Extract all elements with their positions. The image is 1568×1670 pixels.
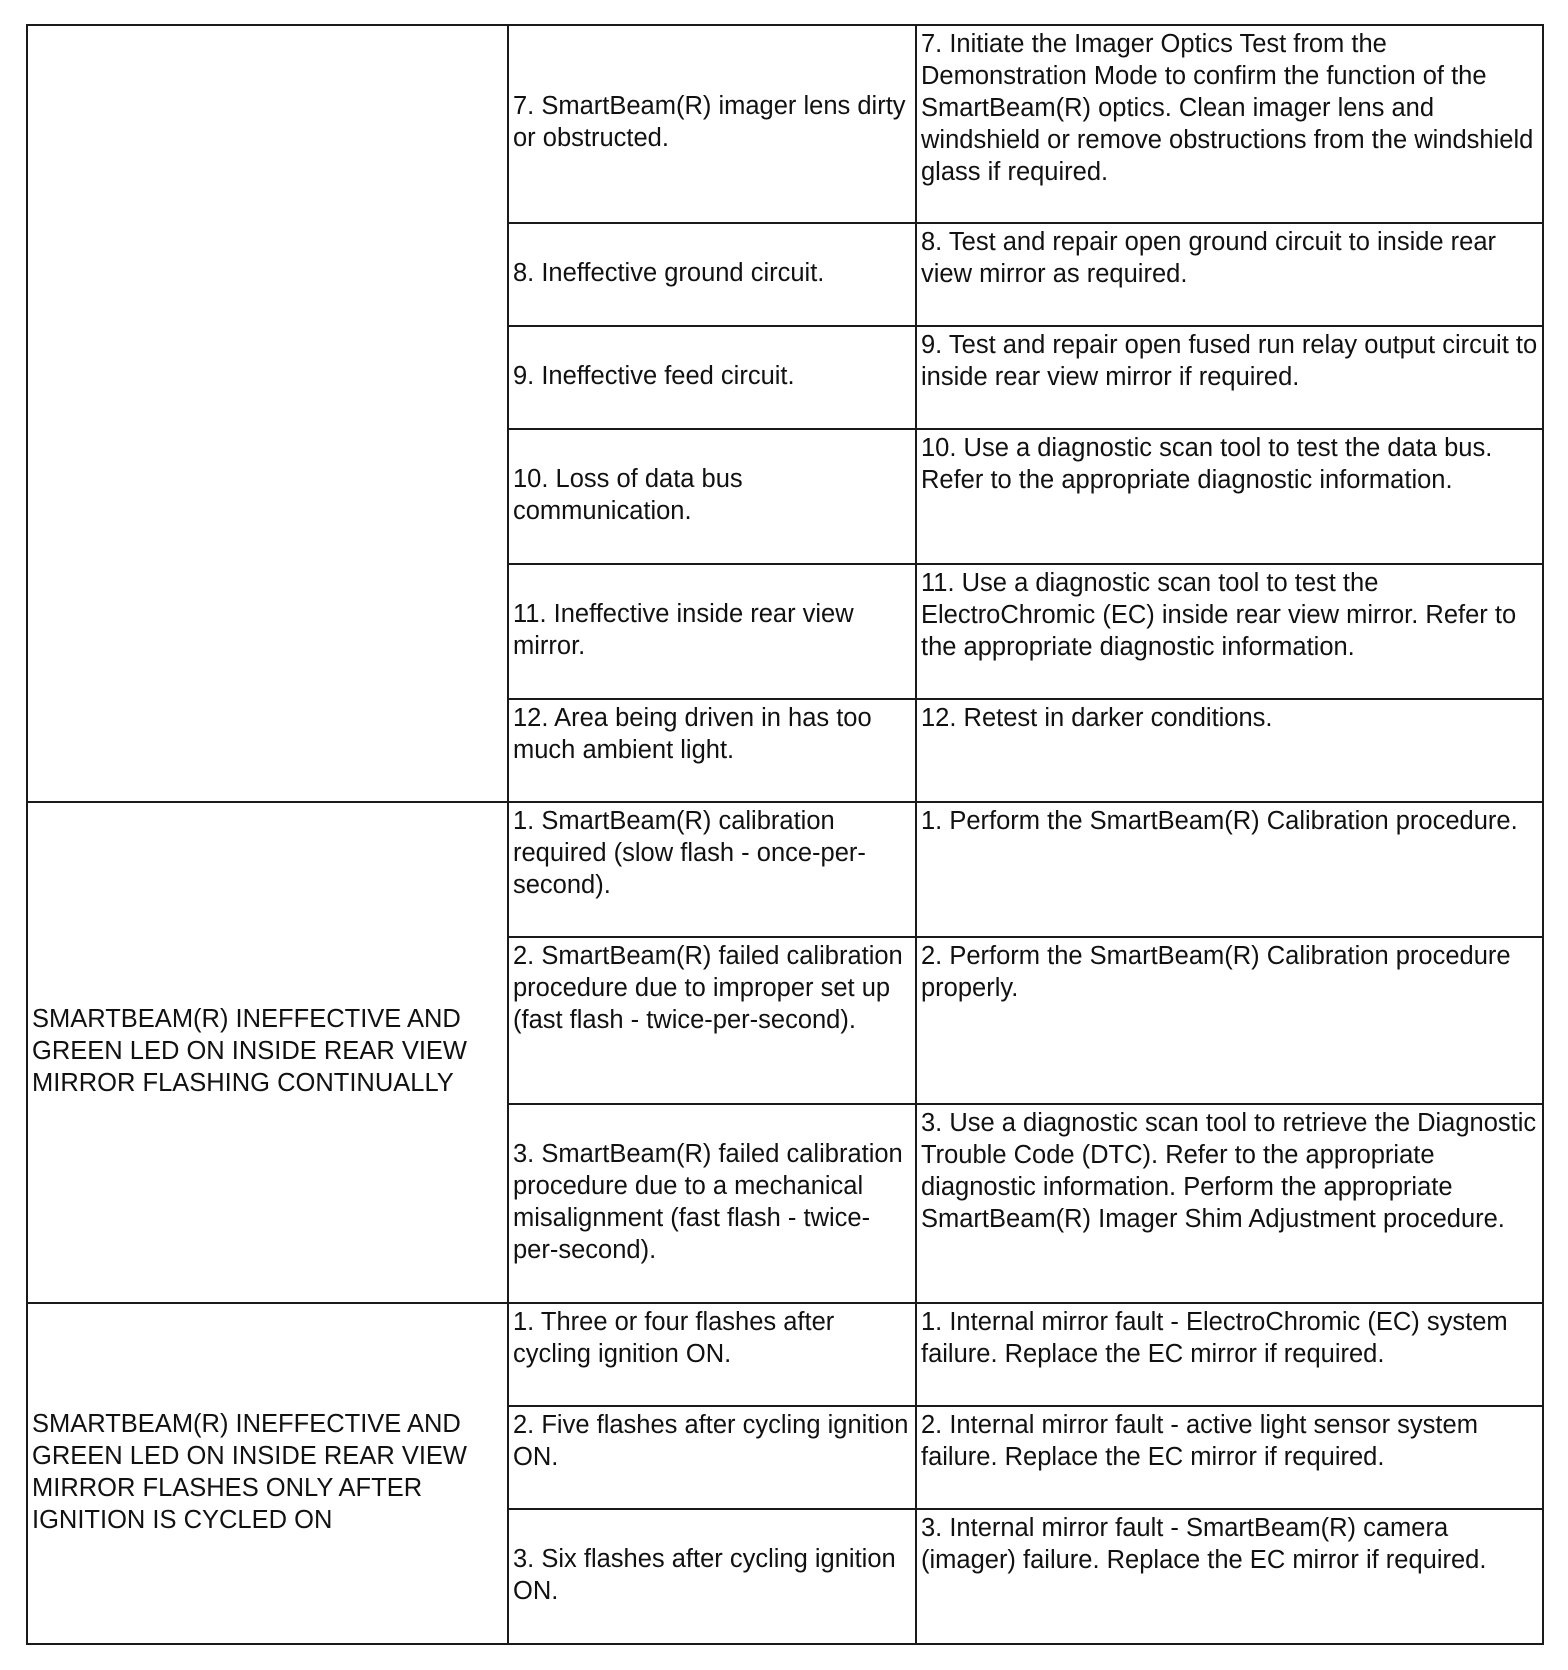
cause-text: 2. SmartBeam(R) failed calibration procedure due to improper set up (fast flash - twice-per-second). [513, 942, 903, 1034]
correction-text: 8. Test and repair open ground circuit to inside rear view mirror as required. [921, 228, 1497, 288]
cause-text: 1. SmartBeam(R) calibration required (slow flash - once-per-second). [513, 807, 866, 899]
correction-text: 7. Initiate the Imager Optics Test from the Demonstration Mode to confirm the function of the SmartBeam(R) optics. Clean imager lens and windshield or remove obstructions from the windshield glass if required. [921, 30, 1534, 186]
cause-text: 12. Area being driven in has too much ambient light. [513, 704, 872, 764]
correction-cell [916, 802, 1543, 937]
cause-text: 2. Five flashes after cycling ignition ON. [513, 1411, 909, 1471]
possible-cause-cell [508, 1104, 916, 1303]
correction-text: 2. Internal mirror fault - active light sensor system failure. Replace the EC mirror if required. [921, 1411, 1478, 1471]
possible-cause-cell [508, 564, 916, 699]
possible-cause-cell [508, 429, 916, 564]
diagnosis-table-page [26, 24, 1542, 1641]
condition-cell [27, 25, 508, 802]
cause-text: 8. Ineffective ground circuit. [513, 258, 825, 287]
cause-text: 9. Ineffective feed circuit. [513, 361, 795, 390]
correction-text: 2. Perform the SmartBeam(R) Calibration procedure properly. [921, 942, 1511, 1002]
cause-text: 7. SmartBeam(R) imager lens dirty or obstructed. [513, 92, 906, 152]
cause-text: 11. Ineffective inside rear view mirror. [513, 599, 854, 660]
possible-cause-cell [508, 699, 916, 802]
correction-text: 1. Internal mirror fault - ElectroChromic (EC) system failure. Replace the EC mirror if required. [921, 1308, 1508, 1368]
correction-cell [916, 223, 1543, 326]
possible-cause-cell [508, 1303, 916, 1406]
correction-text: 3. Use a diagnostic scan tool to retrieve the Diagnostic Trouble Code (DTC). Refer to the appropriate diagnostic information. Perform the appropriate SmartBeam(R) Imager Shim Adjustment procedure. [921, 1109, 1537, 1233]
correction-text: 3. Internal mirror fault - SmartBeam(R) camera (imager) failure. Replace the EC mirror if required. [921, 1514, 1487, 1574]
correction-text: 11. Use a diagnostic scan tool to test the ElectroChromic (EC) inside rear view mirror. Refer to the appropriate diagnostic information. [921, 569, 1517, 661]
table-row [27, 25, 1543, 223]
condition-cell [27, 802, 508, 1303]
correction-cell [916, 429, 1543, 564]
correction-cell [916, 25, 1543, 223]
possible-cause-cell [508, 802, 916, 937]
possible-cause-cell [508, 223, 916, 326]
table-row [27, 802, 1543, 937]
cause-text: 10. Loss of data bus communication. [513, 464, 743, 525]
correction-cell [916, 1509, 1543, 1644]
correction-cell [916, 1406, 1543, 1509]
correction-text: 1. Perform the SmartBeam(R) Calibration procedure. [921, 807, 1518, 835]
table-row [27, 1303, 1543, 1406]
condition-text: SMARTBEAM(R) INEFFECTIVE AND GREEN LED ON INSIDE REAR VIEW MIRROR FLASHING CONTINUALLY [32, 1004, 467, 1097]
correction-cell [916, 564, 1543, 699]
condition-cell [27, 1303, 508, 1644]
correction-cell [916, 326, 1543, 429]
correction-cell [916, 699, 1543, 802]
correction-text: 10. Use a diagnostic scan tool to test the data bus. Refer to the appropriate diagnostic information. [921, 434, 1493, 494]
cause-text: 3. SmartBeam(R) failed calibration procedure due to a mechanical misalignment (fast flash - twice-per-second). [513, 1139, 903, 1264]
correction-cell [916, 1303, 1543, 1406]
correction-cell [916, 1104, 1543, 1303]
correction-text: 12. Retest in darker conditions. [921, 704, 1273, 732]
condition-text: SMARTBEAM(R) INEFFECTIVE AND GREEN LED ON INSIDE REAR VIEW MIRROR FLASHES ONLY AFTER IGNITION IS CYCLED ON [32, 1409, 467, 1534]
correction-cell [916, 937, 1543, 1104]
possible-cause-cell [508, 1406, 916, 1509]
possible-cause-cell [508, 937, 916, 1104]
possible-cause-cell [508, 25, 916, 223]
cause-text: 3. Six flashes after cycling ignition ON. [513, 1544, 896, 1605]
possible-cause-cell [508, 1509, 916, 1644]
cause-text: 1. Three or four flashes after cycling ignition ON. [513, 1308, 835, 1368]
diagnosis-table [26, 24, 1544, 1645]
correction-text: 9. Test and repair open fused run relay output circuit to inside rear view mirror if required. [921, 331, 1538, 391]
possible-cause-cell [508, 326, 916, 429]
